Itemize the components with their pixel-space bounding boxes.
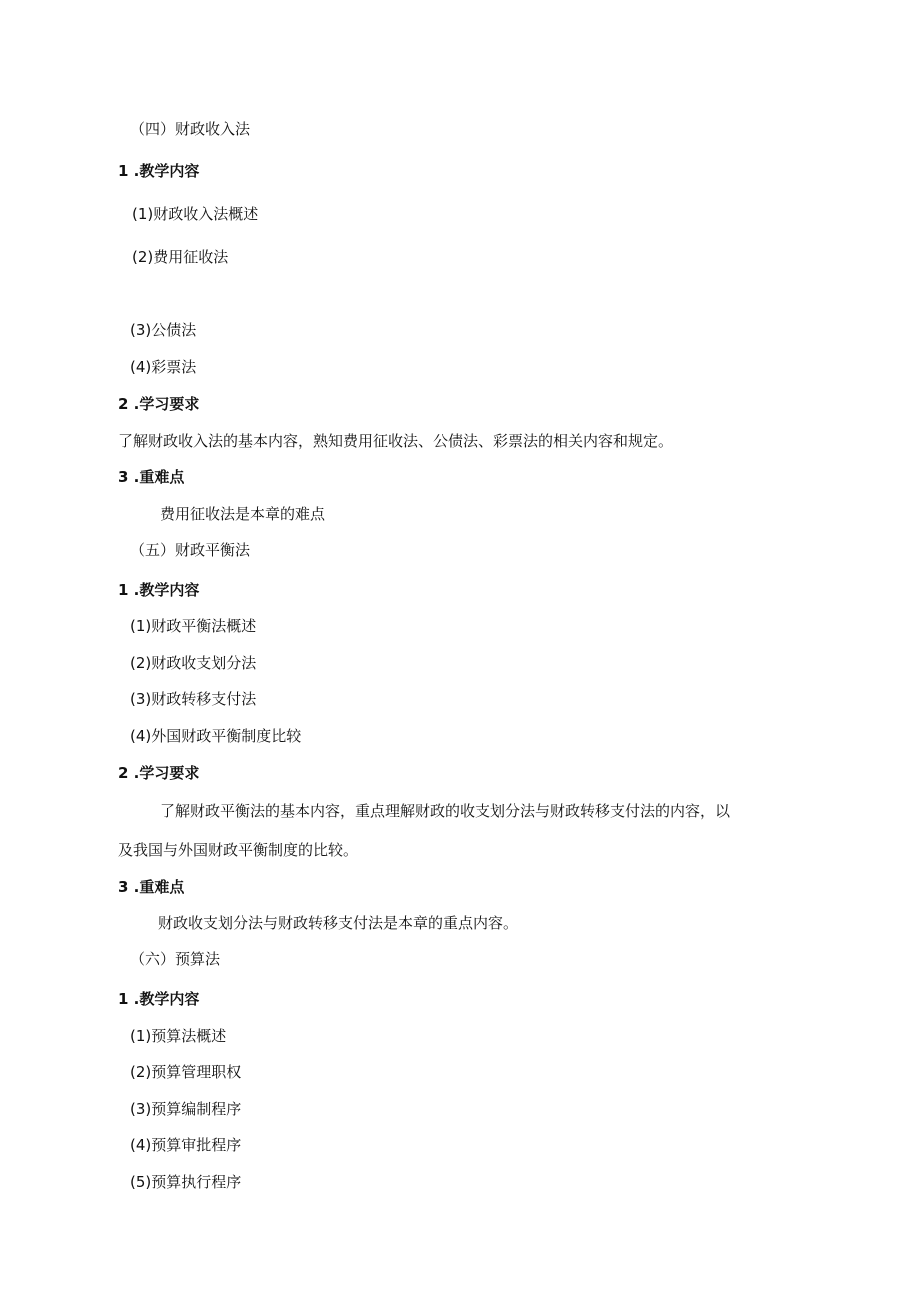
list-item: (4)预算审批程序 (130, 1136, 242, 1154)
list-item: (5)预算执行程序 (130, 1173, 242, 1191)
list-item: (3)预算编制程序 (130, 1100, 242, 1118)
section-title-budget-law: （六）预算法 (130, 950, 221, 968)
list-item: (4)外国财政平衡制度比较 (130, 727, 302, 745)
paragraph-key-difficulties: 费用征收法是本章的难点 (160, 505, 326, 523)
section-title-fiscal-revenue-law: （四）财政收入法 (130, 120, 251, 138)
section-title-fiscal-balance-law: （五）财政平衡法 (130, 541, 251, 559)
heading-teaching-content: 1 .教学内容 (118, 990, 200, 1008)
list-item: (3)财政转移支付法 (130, 690, 257, 708)
paragraph-requirements-line2: 及我国与外国财政平衡制度的比较。 (118, 841, 359, 859)
heading-learning-requirements: 2 .学习要求 (118, 764, 200, 782)
list-item: (2)费用征收法 (132, 248, 229, 266)
heading-learning-requirements: 2 .学习要求 (118, 395, 200, 413)
heading-key-difficulties: 3 .重难点 (118, 468, 185, 486)
list-item: (2)预算管理职权 (130, 1063, 242, 1081)
heading-teaching-content: 1 .教学内容 (118, 581, 200, 599)
list-item: (2)财政收支划分法 (130, 654, 257, 672)
list-item: (4)彩票法 (130, 358, 197, 376)
paragraph-key-difficulties: 财政收支划分法与财政转移支付法是本章的重点内容。 (158, 914, 519, 932)
paragraph-requirements-line1: 了解财政平衡法的基本内容，重点理解财政的收支划分法与财政转移支付法的内容，以 (160, 802, 731, 820)
list-item: (1)财政收入法概述 (132, 205, 259, 223)
list-item: (1)财政平衡法概述 (130, 617, 257, 635)
heading-key-difficulties: 3 .重难点 (118, 878, 185, 896)
list-item: (1)预算法概述 (130, 1027, 227, 1045)
heading-teaching-content: 1 .教学内容 (118, 162, 200, 180)
paragraph-requirements: 了解财政收入法的基本内容，熟知费用征收法、公债法、彩票法的相关内容和规定。 (118, 432, 674, 450)
list-item: (3)公债法 (130, 321, 197, 339)
